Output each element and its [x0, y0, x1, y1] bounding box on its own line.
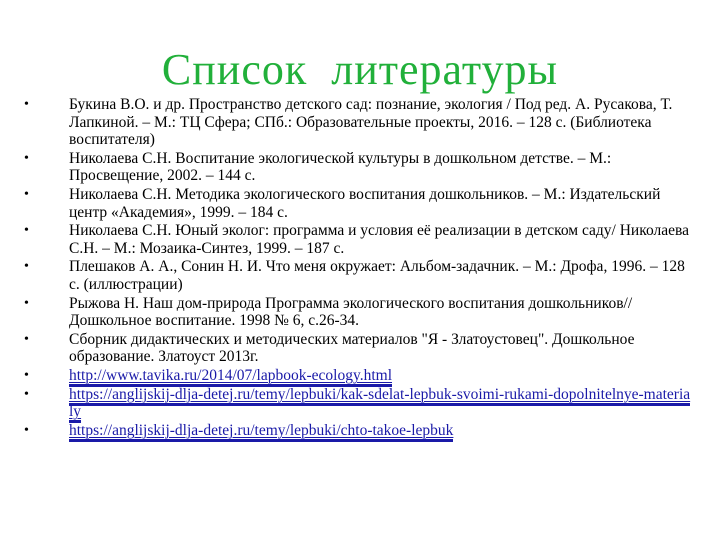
bullet-icon: •	[24, 97, 29, 112]
reference-link-item	[22, 386, 694, 421]
reference-text: Николаева С.Н. Воспитание экологической культуры в дошкольном детстве. – М.: Просвещение, 2002. – 144 с.	[69, 149, 612, 185]
reference-item	[22, 186, 694, 221]
bullet-icon: •	[24, 331, 29, 347]
reference-item	[22, 258, 694, 293]
reference-text: Плешаков А. А., Сонин Н. И. Что меня окружает: Альбом-задачник. – М.: Дрофа, 1996. – 128 с. (иллюстрации)	[69, 258, 685, 293]
reference-list	[22, 96, 694, 440]
bullet-icon: •	[24, 386, 29, 402]
reference-text: Николаева С.Н. Юный эколог: программа и условия её реализации в детском саду/ Николаева С.Н. – М.: Мозаика-Синтез, 1999. – 187 с.	[69, 222, 689, 257]
bullet-icon: •	[24, 422, 29, 438]
bullet-icon: •	[24, 295, 29, 311]
bullet-icon: •	[24, 367, 29, 383]
reference-text: Букина В.О. и др. Пространство детского сад: познание, экология / Под ред. А. Русакова, Т. Лапкиной. – М.: ТЦ Сфера; СПб.: Образовательные проекты, 2016. – 128 с. (Библиотека воспитателя)	[69, 96, 673, 149]
reference-link[interactable]: https://anglijskij-dlja-detej.ru/temy/lepbuki/kak-sdelat-lepbuk-svoimi-rukami-dopolnitelnye-materialy	[69, 386, 690, 424]
reference-link[interactable]: http://www.tavika.ru/2014/07/lapbook-ecology.html	[69, 367, 392, 387]
bullet-icon: •	[24, 186, 29, 202]
reference-item	[22, 295, 694, 330]
reference-item	[22, 222, 694, 257]
reference-item	[22, 331, 694, 366]
bullet-icon: •	[24, 150, 29, 166]
bullet-icon: •	[24, 259, 29, 275]
reference-link-item	[22, 367, 694, 385]
reference-item	[22, 150, 694, 185]
reference-link-item	[22, 422, 694, 440]
reference-text: Николаева С.Н. Методика экологического воспитания дошкольников. – М.: Издательский центр «Академия», 1999. – 184 с.	[69, 185, 661, 221]
page-title: Список литературы	[161, 45, 559, 94]
reference-link[interactable]: https://anglijskij-dlja-detej.ru/temy/lepbuki/chto-takoe-lepbuk	[69, 422, 453, 442]
reference-item	[22, 96, 694, 149]
reference-text: Сборник дидактических и методических материалов "Я - Златоустовец". Дошкольное образование. Златоуст 2013г.	[69, 330, 635, 366]
bullet-icon: •	[24, 223, 29, 239]
reference-text: Рыжова Н. Наш дом-природа Программа экологического воспитания дошкольников//Дошкольное воспитание. 1998 № 6, с.26-34.	[69, 294, 633, 330]
